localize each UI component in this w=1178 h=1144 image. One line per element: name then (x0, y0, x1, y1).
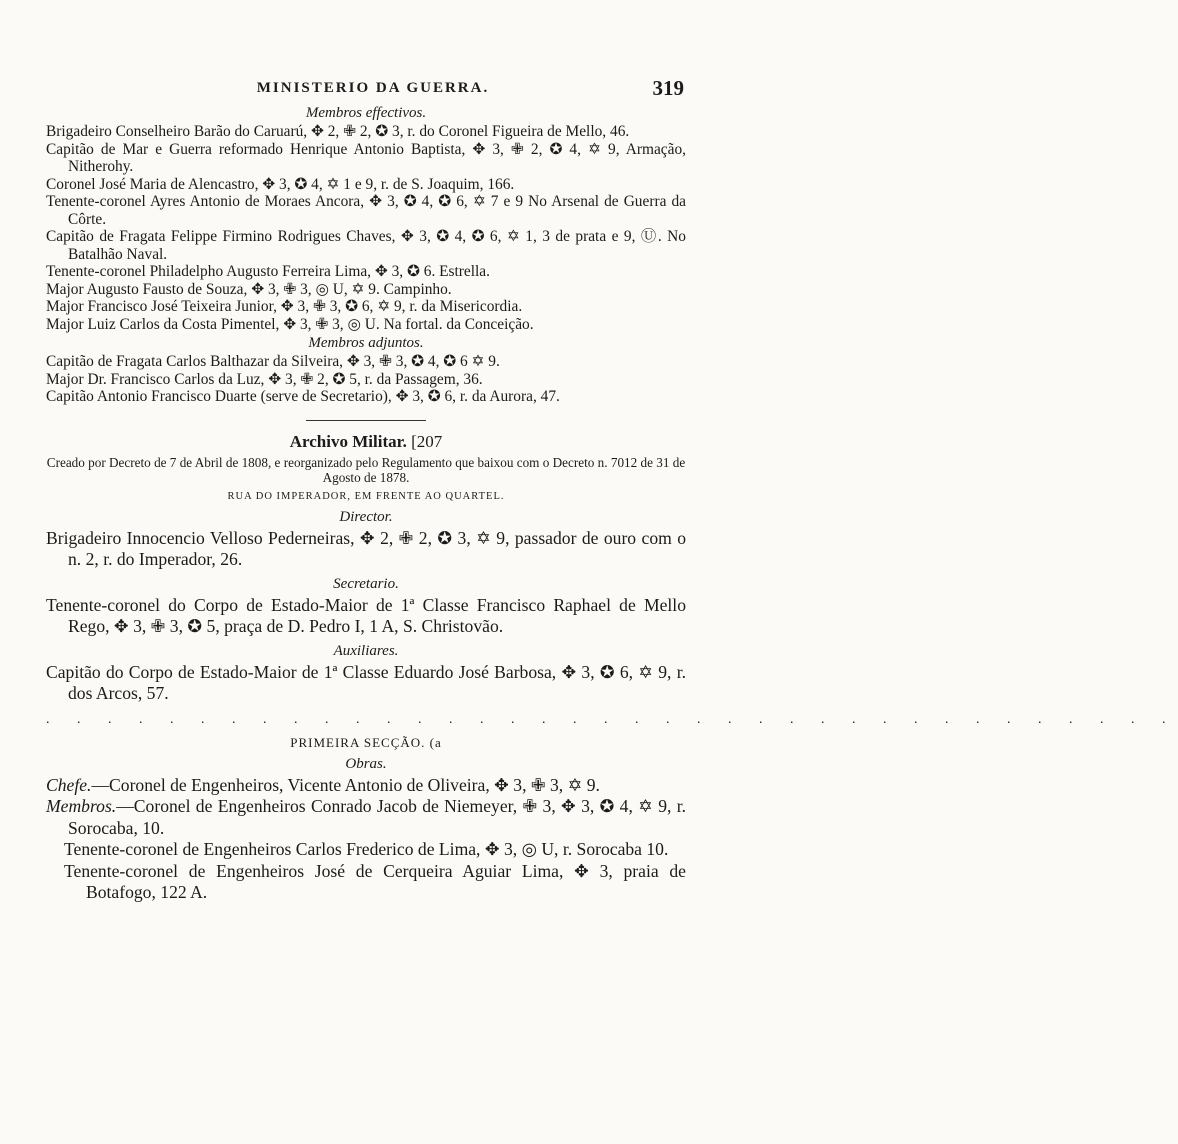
membros-efectivos-list (46, 123, 686, 333)
running-title: MINISTERIO DA GUERRA. (256, 80, 490, 96)
chefe-entry (46, 775, 686, 797)
page-content (46, 103, 1178, 904)
membros-adjuntos-list (46, 353, 686, 406)
list-entry: Capitão de Mar e Guerra reformado Henrique Antonio Baptista, ✥ 3, ✙ 2, ✪ 4, ✡ 9, Armação, Nitherohy. (46, 140, 686, 175)
primeira-seccao-subtitle: Obras. (345, 755, 387, 772)
membros-label: Membros. (46, 796, 117, 816)
archive-title: Archivo Militar. (289, 431, 407, 451)
primeira-seccao-title: PRIMEIRA SECÇÃO. (a (290, 734, 442, 750)
list-entry: Tenente-coronel Ayres Antonio de Moraes Ancora, ✥ 3, ✪ 4, ✪ 6, ✡ 7 e 9 No Arsenal de Guerra da Côrte. (46, 193, 686, 228)
list-entry: Coronel José Maria de Alencastro, ✥ 3, ✪ 4, ✡ 1 e 9, r. de S. Joaquim, 166. (46, 175, 515, 193)
list-entry: Capitão de Fragata Carlos Balthazar da Silveira, ✥ 3, ✙ 3, ✪ 4, ✪ 6 ✡ 9. (46, 353, 500, 370)
section-divider (306, 420, 426, 421)
list-entry: Capitão de Fragata Felippe Firmino Rodrigues Chaves, ✥ 3, ✪ 4, ✪ 6, ✡ 1, 3 de prata e 9, Ⓤ. No Batalhão Naval. (46, 228, 686, 263)
auxiliares-entry: Capitão do Corpo de Estado-Maior de 1ª Classe Eduardo José Barbosa, ✥ 3, ✪ 6, ✡ 9, r. dos Arcos, 57. (46, 661, 686, 703)
archive-note: Creado por Decreto de 7 de Abril de 1808, e reorganizado pelo Regulamento que baixou com o Decreto n. 7012 de 31 de Agosto de 1878. (46, 454, 686, 485)
list-entry: Tenente-coronel de Engenheiros José de Cerqueira Aguiar Lima, ✥ 3, praia de Botafogo, 122 A. (64, 860, 686, 902)
section-heading-director: Director. (339, 508, 393, 525)
chefe-text: —Coronel de Engenheiros, Vicente Antonio de Oliveira, ✥ 3, ✙ 3, ✡ 9. (91, 774, 600, 795)
archive-address: RUA DO IMPERADOR, EM FRENTE AO QUARTEL. (227, 490, 505, 502)
list-entry: Capitão Antonio Francisco Duarte (serve de Secretario), ✥ 3, ✪ 6, r. da Aurora, 47. (46, 388, 560, 405)
section-heading-auxiliares: Auxiliares. (333, 642, 399, 659)
list-entry: Tenente-coronel de Engenheiros Carlos Frederico de Lima, ✥ 3, ◎ U, r. Sorocaba 10. (64, 839, 669, 859)
page-header (0, 76, 746, 104)
list-entry: Brigadeiro Conselheiro Barão do Caruarú, ✥ 2, ✙ 2, ✪ 3, r. do Coronel Figueira de Mello, 46. (46, 123, 630, 140)
page-number: 319 (652, 76, 684, 100)
list-entry: Major Augusto Fausto de Souza, ✥ 3, ✙ 3, ◎ U, ✡ 9. Campinho. (46, 280, 452, 298)
archive-reference: [207 (411, 431, 443, 451)
list-entry: Major Dr. Francisco Carlos da Luz, ✥ 3, ✙ 2, ✪ 5, r. da Passagem, 36. (46, 370, 483, 388)
list-entry: Major Luiz Carlos da Costa Pimentel, ✥ 3, ✙ 3, ◎ U. Na fortal. da Conceição. (46, 315, 534, 333)
section-heading-secretario: Secretario. (333, 575, 399, 592)
membros-entry (46, 796, 686, 839)
archive-heading (46, 431, 686, 453)
director-entry: Brigadeiro Innocencio Velloso Pederneiras, ✥ 2, ✙ 2, ✪ 3, ✡ 9, passador de ouro com o n. 2, r. do Imperador, 26. (46, 527, 686, 569)
chefe-label: Chefe. (46, 774, 92, 795)
section-heading-membros-efectivos: Membros effectivos. (305, 105, 427, 121)
dotted-separator: . . . . . . . . . . . . . . . . . . . . . . . . . . . . . . . . . . . . . (46, 711, 1178, 727)
section-heading-membros-adjuntos: Membros adjuntos. (308, 335, 424, 351)
secretario-entry: Tenente-coronel do Corpo de Estado-Maior de 1ª Classe Francisco Raphael de Mello Rego, ✥ 3, ✙ 3, ✪ 5, praça de D. Pedro I, 1 A, S. Christovão. (46, 594, 686, 636)
list-entry: Major Francisco José Teixeira Junior, ✥ 3, ✙ 3, ✪ 6, ✡ 9, r. da Misericordia. (46, 298, 523, 315)
membros-text: —Coronel de Engenheiros Conrado Jacob de Niemeyer, ✙ 3, ✥ 3, ✪ 4, ✡ 9, r. Sorocaba, 10. (68, 796, 686, 838)
list-entry: Tenente-coronel Philadelpho Augusto Ferreira Lima, ✥ 3, ✪ 6. Estrella. (46, 263, 490, 280)
